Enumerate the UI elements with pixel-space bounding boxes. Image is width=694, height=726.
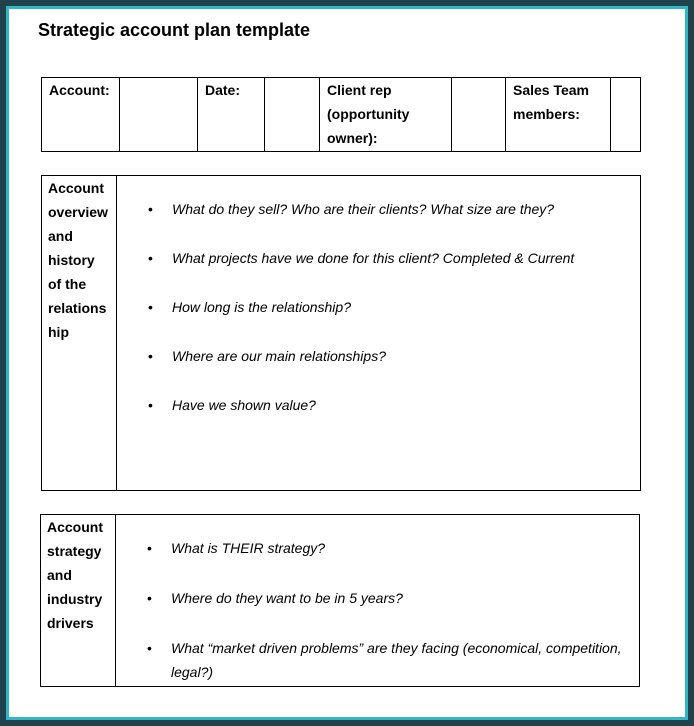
bullet-icon: • bbox=[147, 590, 152, 606]
strategy-content[interactable] bbox=[116, 515, 640, 687]
list-item: • Where are our main relationships? bbox=[117, 344, 640, 368]
strategy-label: Account strategy and industry drivers bbox=[41, 515, 116, 687]
list-item: • Where do they want to be in 5 years? bbox=[116, 586, 639, 610]
list-item: • What is THEIR strategy? bbox=[116, 536, 639, 560]
date-label: Date: bbox=[198, 78, 265, 152]
list-item: • What projects have we done for this client? Completed & Current bbox=[117, 246, 640, 270]
list-item: • What do they sell? Who are their clients? What size are they? bbox=[117, 197, 640, 221]
sales-team-label: Sales Team members: bbox=[506, 78, 611, 152]
client-rep-value-cell[interactable] bbox=[452, 78, 506, 152]
bullet-icon: • bbox=[147, 540, 152, 556]
bullet-icon: • bbox=[148, 299, 153, 315]
strategy-bullet-list bbox=[116, 515, 639, 684]
overview-label: Account overview and history of the relations hip bbox=[42, 176, 117, 491]
page-title: Strategic account plan template bbox=[38, 20, 311, 40]
overview-content[interactable] bbox=[117, 176, 641, 491]
header-table bbox=[41, 77, 641, 152]
bullet-icon: • bbox=[148, 397, 153, 413]
bullet-icon: • bbox=[148, 348, 153, 364]
account-value-cell[interactable] bbox=[120, 78, 198, 152]
overview-bullet-list bbox=[117, 176, 640, 417]
client-rep-label: Client rep (opportunity owner): bbox=[320, 78, 452, 152]
list-item: • What “market driven problems” are they facing (economical, competition, legal?) bbox=[116, 636, 639, 684]
bullet-icon: • bbox=[148, 201, 153, 217]
date-value-cell[interactable] bbox=[265, 78, 320, 152]
bullet-icon: • bbox=[148, 250, 153, 266]
bullet-icon: • bbox=[147, 640, 152, 656]
account-label: Account: bbox=[42, 78, 120, 152]
sales-team-value-cell[interactable] bbox=[611, 78, 641, 152]
list-item: • Have we shown value? bbox=[117, 393, 640, 417]
overview-table bbox=[41, 175, 641, 491]
list-item: • How long is the relationship? bbox=[117, 295, 640, 319]
strategy-table bbox=[40, 514, 640, 687]
